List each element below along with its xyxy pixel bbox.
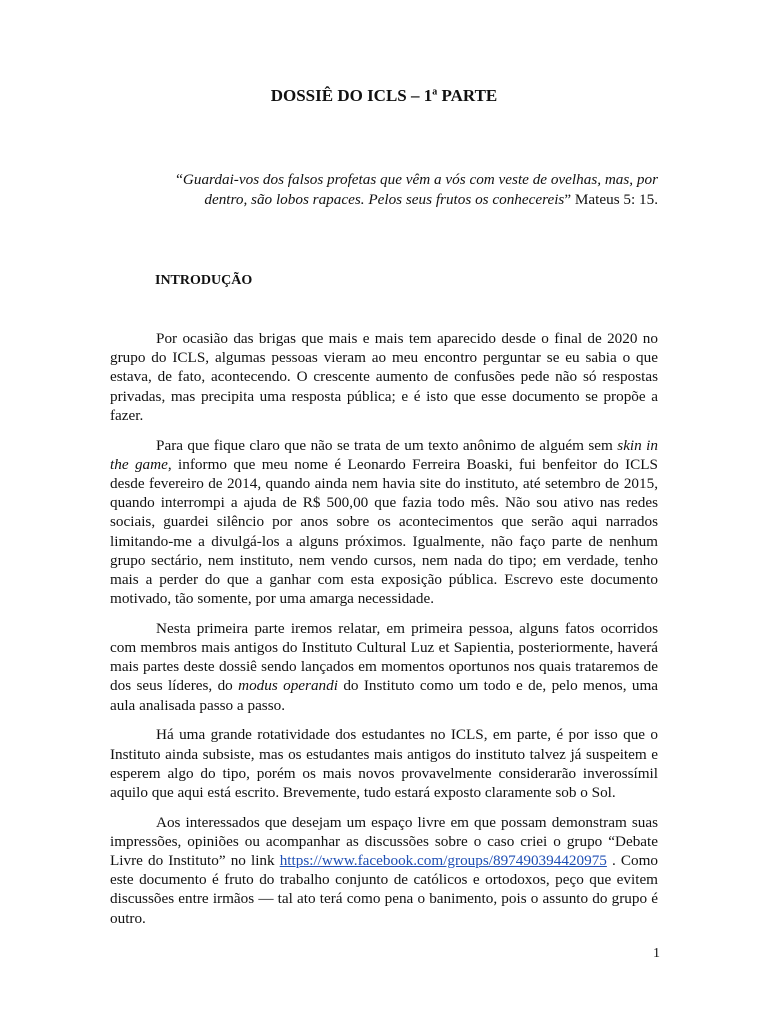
paragraph-3-italic: modus operandi <box>238 677 338 695</box>
paragraph-3-start: Nesta primeira parte iremos relatar, em primeira pessoa, alguns fatos ocorridos com membros mais antigos do Instituto Cultural Luz et Sapientia, posteriormente, haverá mais partes deste dossiê sendo lançados em momentos oportunos nos quais trataremos de dos seus líderes, do <box>110 619 658 695</box>
document-title <box>0 86 768 106</box>
paragraph-2-start: Para que fique claro que não se trata de um texto anônimo de alguém sem <box>156 436 618 454</box>
paragraph-2-italic: skin in the game <box>110 436 658 473</box>
facebook-group-link[interactable]: https://www.facebook.com/groups/897490394420975 <box>279 852 607 870</box>
title-end: PARTE <box>437 86 498 105</box>
epigraph-text: Guardai-vos dos falsos profetas que vêm a vós com veste de ovelhas, mas, por dentro, são lobos rapaces. Pelos seus frutos os conhecereis <box>182 171 658 208</box>
paragraph-4: Há uma grande rotatividade dos estudantes no ICLS, em parte, é por isso que o Instituto ainda subsiste, mas os estudantes mais antigos do instituto talvez já suspeitem e esperem algo do tipo, porém os mais novos provavelmente considerarão inverossímil aquilo que aqui está escrito. Brevemente, tudo estará exposto claramente sob o Sol. <box>110 726 658 801</box>
page-number: 1 <box>653 946 660 961</box>
paragraph-5-end: . Como este documento é fruto do trabalho conjunto de católicos e ortodoxos, peço que evitem discussões entre irmãos — tal ato terá como pena o banimento, pois o assunto do grupo é outro. <box>110 852 658 927</box>
paragraph-5 <box>110 813 658 928</box>
title-superscript: a <box>432 86 438 98</box>
epigraph-reference: Mateus 5: 15. <box>571 191 658 208</box>
paragraph-3-end: do Instituto como um todo e de, pelo menos, uma aula analisada passo a passo. <box>110 677 658 714</box>
paragraph-1: Por ocasião das brigas que mais e mais tem aparecido desde o final de 2020 no grupo do ICLS, algumas pessoas vieram ao meu encontro perguntar se eu sabia o que estava, de fato, acontecendo. O crescente aumento de confusões pede não só respostas privadas, mas precipita uma resposta pública; e é isto que esse documento se propõe a fazer. <box>110 330 658 424</box>
title-main: DOSSIÊ DO ICLS – 1 <box>270 86 433 105</box>
epigraph <box>160 170 658 210</box>
paragraph-2-end: , informo que meu nome é Leonardo Ferreira Boaski, fui benfeitor do ICLS desde fevereiro de 2014, quando ainda nem havia site do instituto, até setembro de 2015, quando interrompi a ajuda de R$ 500,00 que fazia todo mês. Não sou ativo nas redes sociais, guardei silêncio por anos sobre os acontecimentos que serão aqui narrados limitando-me a divulgá-los a alguns próximos. Igualmente, não faço parte de nenhum grupo sectário, nem instituto, nem vendo cursos, nem nada do tipo; em verdade, tenho mais a perder do que a ganhar com esta exposição pública. Escrevo este documento motivado, tão somente, por uma amarga necessidade. <box>110 455 659 608</box>
section-heading: INTRODUÇÃO <box>155 273 253 288</box>
document-body <box>110 329 658 938</box>
paragraph-2 <box>110 436 658 609</box>
paragraph-3 <box>110 619 658 715</box>
epigraph-open-quote: “ <box>176 171 183 188</box>
paragraph-5-start: Aos interessados que desejam um espaço livre em que possam demonstram suas impressões, opiniões ou acompanhar as discussões sobre o caso criei o grupo “Debate Livre do Instituto” no link <box>110 813 658 870</box>
epigraph-close-quote: ” <box>564 191 572 208</box>
